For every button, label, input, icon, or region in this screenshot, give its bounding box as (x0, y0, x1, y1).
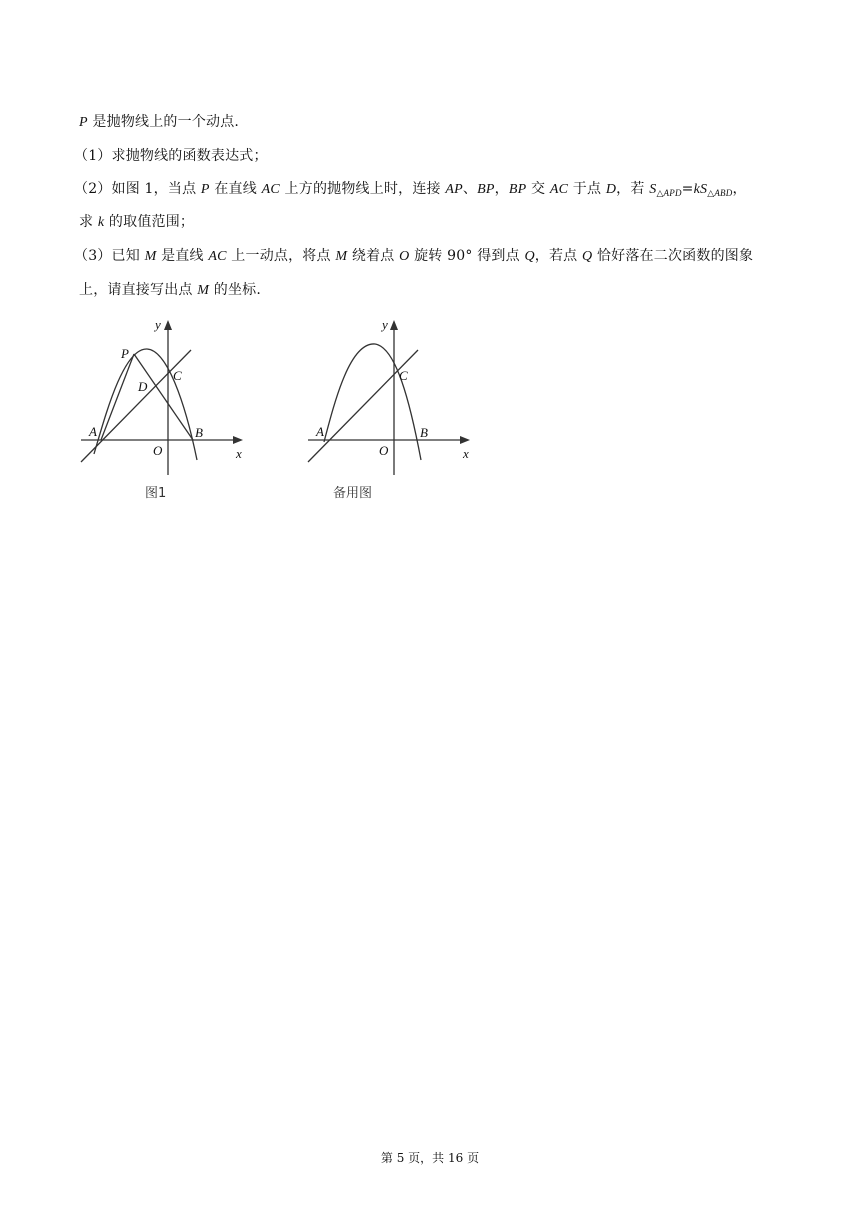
label-a: A (316, 424, 324, 439)
figure-2-caption: 备用图 (333, 486, 373, 501)
x-axis-arrow (460, 436, 470, 444)
x-axis-arrow (233, 436, 243, 444)
label-y: y (382, 317, 388, 332)
text-line-1: P 是抛物线上的一个动点. (79, 114, 240, 130)
label-c: C (173, 368, 182, 383)
label-b: B (420, 425, 428, 440)
question-part-2: （2）如图 1，当点 P 在直线 AC 上方的抛物线上时，连接 AP、BP，BP 交 AC 于点 D，若 $S_{\triangle APD}=kS_{\triangle ABD}$， (74, 181, 747, 198)
label-b: B (195, 425, 203, 440)
y-axis-arrow (390, 320, 398, 330)
parabola (94, 349, 197, 460)
line-ac (81, 350, 191, 462)
question-part-2-cont: 求 k 的取值范围； (79, 214, 195, 230)
page-footer: 第 5 页，共 16 页 (380, 1151, 480, 1165)
label-y: y (155, 317, 161, 332)
label-d: D (138, 379, 148, 394)
question-part-3-cont: 上，请直接写出点 M 的坐标. (79, 282, 262, 298)
line-ac (308, 350, 418, 462)
label-o: O (153, 443, 163, 458)
question-part-3: （3）已知 M 是直线 AC 上一动点，将点 M 绕着点 O 旋转 90° 得到点 Q，若点 Q 恰好落在二次函数的图象 (74, 248, 754, 264)
label-p: P (121, 346, 129, 361)
label-o: O (379, 443, 389, 458)
label-x: x (463, 446, 469, 461)
question-part-1: （1）求抛物线的函数表达式； (74, 148, 268, 164)
figure-1-caption: 图1 (145, 486, 167, 501)
label-x: x (236, 446, 242, 461)
y-axis-arrow (164, 320, 172, 330)
label-c: C (399, 368, 408, 383)
figure-1 (75, 312, 255, 477)
label-a: A (89, 424, 97, 439)
segment-ap (101, 354, 134, 440)
figure-2 (302, 312, 482, 477)
segment-bp (134, 354, 193, 440)
